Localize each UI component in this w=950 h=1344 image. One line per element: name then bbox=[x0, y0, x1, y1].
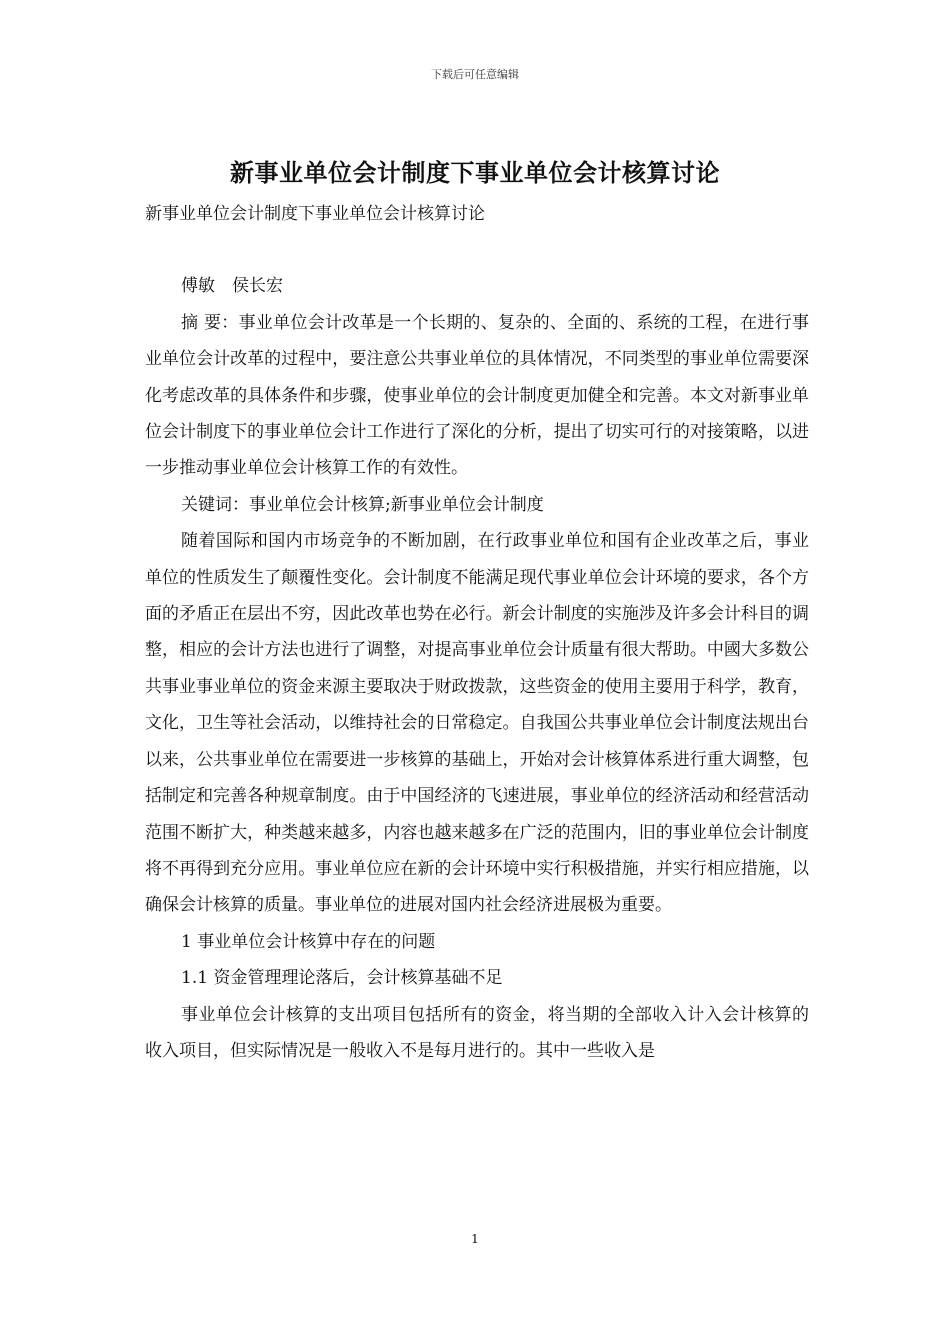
document-subtitle: 新事业单位会计制度下事业单位会计核算讨论 bbox=[145, 204, 485, 224]
section-1-heading: 1 事业单位会计核算中存在的问题 bbox=[181, 931, 436, 952]
section-1-1-heading: 1.1 资金管理理论落后，会计核算基础不足 bbox=[181, 968, 503, 989]
intro-paragraph: 随着国际和国内市场竞争的不断加剧，在行政事业单位和国有企业改革之后，事业单位的性质发生了颠覆性变化。会计制度不能满足现代事业单位会计环境的要求，各个方面的矛盾正在层出不穷，因此改革也势在必行。新会计制度的实施涉及许多会计科目的调整，相应的会计方法也进行了调整，对提高事业单位会计质量有很大帮助。中國大多数公共事业事业单位的资金来源主要取决于财政拨款，这些资金的使用主要用于科学，教育，文化，卫生等社会活动，以维持社会的日常稳定。自我国公共事业单位会计制度法规出台以来，公共事业单位在需要进一步核算的基础上，开始对会计核算体系进行重大调整，包括制定和完善各种规章制度。由于中国经济的飞速进展，事业单位的经济活动和经营活动范围不断扩大，种类越来越多，内容也越来越多在广泛的范围内，旧的事业单位会计制度将不再得到充分应用。事业单位应在新的会计环境中实行积极措施，并实行相应措施，以确保会计核算的质量。事业单位的进展对国内社会经济进展极为重要。 bbox=[145, 531, 809, 916]
document-body bbox=[145, 196, 809, 1069]
keywords-paragraph: 关键词：事业单位会计核算;新事业单位会计制度 bbox=[181, 494, 544, 515]
page-header-note: 下载后可任意编辑 bbox=[431, 68, 519, 81]
section-1-1-paragraph: 事业单位会计核算的支出项目包括所有的资金，将当期的全部收入计入会计核算的收入项目，但实际情况是一般收入不是每月进行的。其中一些收入是 bbox=[145, 1004, 809, 1061]
blank-line bbox=[145, 232, 809, 268]
abstract-paragraph: 摘 要：事业单位会计改革是一个长期的、复杂的、全面的、系统的工程，在进行事业单位会计改革的过程中，要注意公共事业单位的具体情况，不同类型的事业单位需要深化考虑改革的具体条件和步骤，使事业单位的会计制度更加健全和完善。本文对新事业单位会计制度下的事业单位会计工作进行了深化的分析，提出了切实可行的对接策略，以进一步推动事业单位会计核算工作的有效性。 bbox=[145, 312, 809, 479]
authors: 傅敏 侯长宏 bbox=[181, 276, 283, 297]
page-number: 1 bbox=[471, 1232, 479, 1246]
document-title: 新事业单位会计制度下事业单位会计核算讨论 bbox=[230, 159, 720, 187]
